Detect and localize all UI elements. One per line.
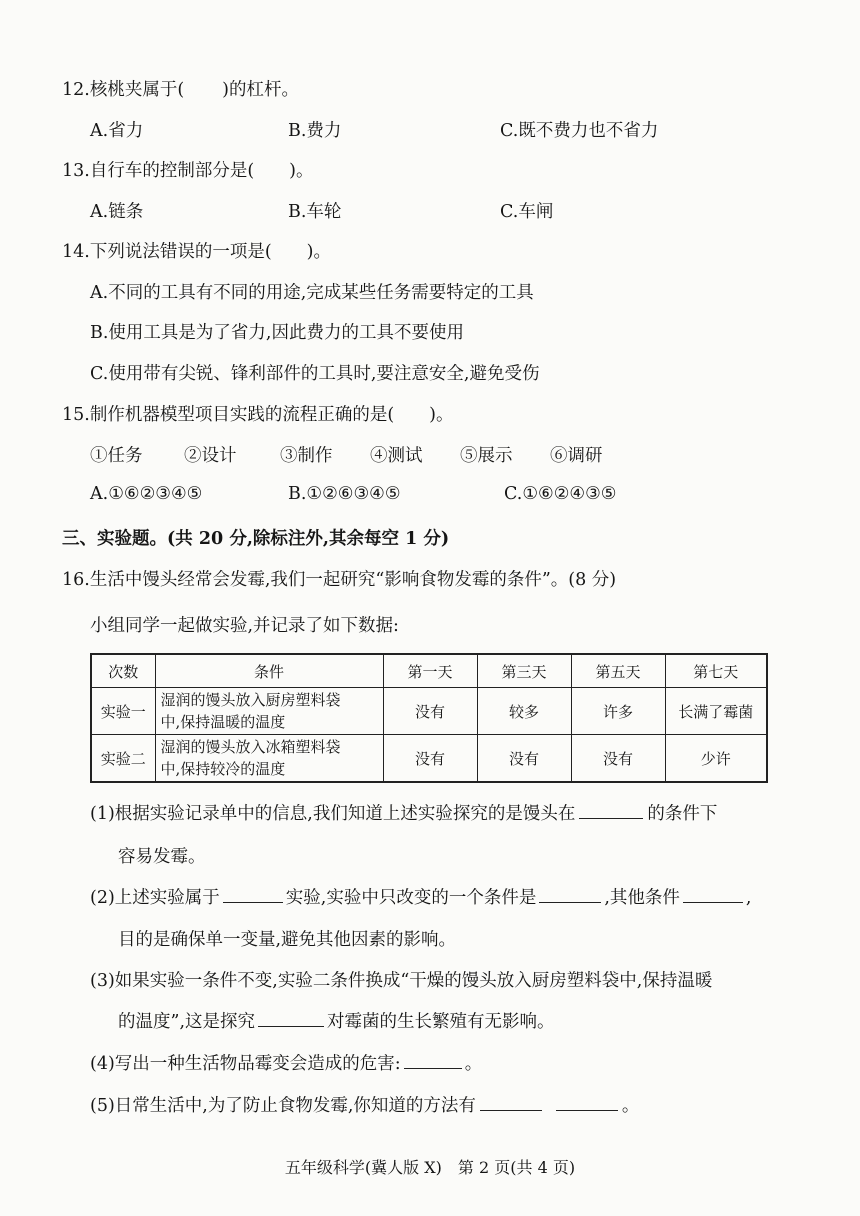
table-cell: 长满了霉菌 — [665, 688, 767, 735]
table-header-row — [91, 654, 767, 688]
q14-option-a: A.不同的工具有不同的用途,完成某些任务需要特定的工具 — [90, 283, 534, 303]
q16-sub2-line2: 目的是确保单一变量,避免其他因素的影响。 — [118, 930, 457, 950]
q13-option-b: B.车轮 — [288, 202, 342, 222]
table-cell: 许多 — [571, 688, 665, 735]
table-cell-condition — [155, 688, 383, 735]
answer-blank[interactable] — [480, 1092, 542, 1111]
q15-step-3: ③制作 — [280, 446, 333, 466]
table-cell: 没有 — [477, 735, 571, 783]
q12-stem-after: )的杠杆。 — [222, 80, 299, 100]
answer-blank[interactable] — [404, 1050, 462, 1069]
q15-option-c: C.①⑥②④③⑤ — [504, 484, 617, 504]
table-header-cell: 第七天 — [665, 654, 767, 688]
q12-stem-before: 12.核桃夹属于( — [62, 80, 185, 100]
q16-sub2-text-b: 实验,实验中只改变的一个条件是 — [285, 888, 537, 908]
q16-sub4 — [90, 1050, 482, 1075]
table-cell: 较多 — [477, 688, 571, 735]
q16-sub3-line1: (3)如果实验一条件不变,实验二条件换成“干燥的馒头放入厨房塑料袋中,保持温暖 — [90, 971, 713, 991]
q13-stem: 13.自行车的控制部分是( )。 — [62, 161, 314, 181]
q15-step-6: ⑥调研 — [550, 446, 603, 466]
q15-step-4: ④测试 — [370, 446, 423, 466]
table-cell: 没有 — [383, 688, 477, 735]
q14-stem: 14.下列说法错误的一项是( )。 — [62, 242, 331, 262]
q12-stem — [62, 76, 299, 101]
answer-blank[interactable] — [579, 800, 643, 819]
q16-intro: 小组同学一起做实验,并记录了如下数据: — [90, 616, 399, 636]
q12-option-b: B.费力 — [288, 121, 342, 141]
table-header-cell: 条件 — [155, 654, 383, 688]
q15-stem: 15.制作机器模型项目实践的流程正确的是( )。 — [62, 405, 454, 425]
q16-sub3-text-b: 的温度”,这是探究 — [118, 1012, 256, 1032]
condition-line: 湿润的馒头放入冰箱塑料袋 — [160, 738, 341, 756]
q16-sub2-text-a: (2)上述实验属于 — [90, 888, 220, 908]
page-footer: 五年级科学(冀人版 X) 第 2 页(共 4 页) — [284, 1158, 576, 1177]
table-row — [91, 735, 767, 783]
answer-blank[interactable] — [258, 1008, 324, 1027]
q16-sub5-text-b: 。 — [621, 1096, 640, 1116]
q16-sub2-line1 — [90, 884, 752, 909]
experiment-table — [90, 653, 768, 783]
table-header-cell: 第三天 — [477, 654, 571, 688]
condition-line: 湿润的馒头放入厨房塑料袋 — [160, 691, 341, 709]
q13-option-c: C.车闸 — [500, 202, 554, 222]
q15-option-a: A.①⑥②③④⑤ — [90, 484, 203, 504]
table-cell-condition — [155, 735, 383, 783]
q15-step-2: ②设计 — [184, 446, 237, 466]
q15-step-1: ①任务 — [90, 446, 143, 466]
q15-option-b: B.①②⑥③④⑤ — [288, 484, 401, 504]
q16-sub1-text-a: (1)根据实验记录单中的信息,我们知道上述实验探究的是馒头在 — [90, 804, 576, 824]
table-cell: 没有 — [571, 735, 665, 783]
condition-line: 中,保持较冷的温度 — [160, 760, 286, 778]
q16-sub1-text-b: 的条件下 — [647, 804, 718, 824]
table-cell-name: 实验一 — [91, 688, 155, 735]
table-row — [91, 688, 767, 735]
q16-sub5 — [90, 1092, 639, 1117]
q16-sub2-text-c: ,其他条件 — [604, 888, 680, 908]
condition-line: 中,保持温暖的温度 — [160, 713, 286, 731]
table-header-cell: 次数 — [91, 654, 155, 688]
answer-blank[interactable] — [539, 884, 601, 903]
answer-blank[interactable] — [556, 1092, 618, 1111]
q16-sub2-text-d: , — [745, 888, 752, 908]
q16-sub4-text-b: 。 — [464, 1054, 483, 1074]
q15-step-5: ⑤展示 — [460, 446, 513, 466]
table-cell: 没有 — [383, 735, 477, 783]
table-header-cell: 第五天 — [571, 654, 665, 688]
q14-option-b: B.使用工具是为了省力,因此费力的工具不要使用 — [90, 323, 464, 343]
table-header-cell: 第一天 — [383, 654, 477, 688]
q16-sub3-line2 — [118, 1008, 555, 1033]
q16-sub1-line1 — [90, 800, 717, 825]
q12-option-a: A.省力 — [90, 121, 144, 141]
q16-sub5-text-a: (5)日常生活中,为了防止食物发霉,你知道的方法有 — [90, 1096, 476, 1116]
q16-sub4-text-a: (4)写出一种生活物品霉变会造成的危害: — [90, 1054, 401, 1074]
q14-option-c: C.使用带有尖锐、锋利部件的工具时,要注意安全,避免受伤 — [90, 364, 540, 384]
q16-sub3-text-c: 对霉菌的生长繁殖有无影响。 — [327, 1012, 555, 1032]
section-3-title: 三、实验题。(共 20 分,除标注外,其余每空 1 分) — [62, 529, 450, 549]
table-cell-name: 实验二 — [91, 735, 155, 783]
answer-blank[interactable] — [683, 884, 743, 903]
q13-option-a: A.链条 — [90, 202, 144, 222]
table-cell: 少许 — [665, 735, 767, 783]
q16-stem: 16.生活中馒头经常会发霉,我们一起研究“影响食物发霉的条件”。(8 分) — [62, 570, 617, 590]
q12-option-c: C.既不费力也不省力 — [500, 121, 659, 141]
answer-blank[interactable] — [223, 884, 283, 903]
q16-sub1-line2: 容易发霉。 — [118, 847, 206, 867]
